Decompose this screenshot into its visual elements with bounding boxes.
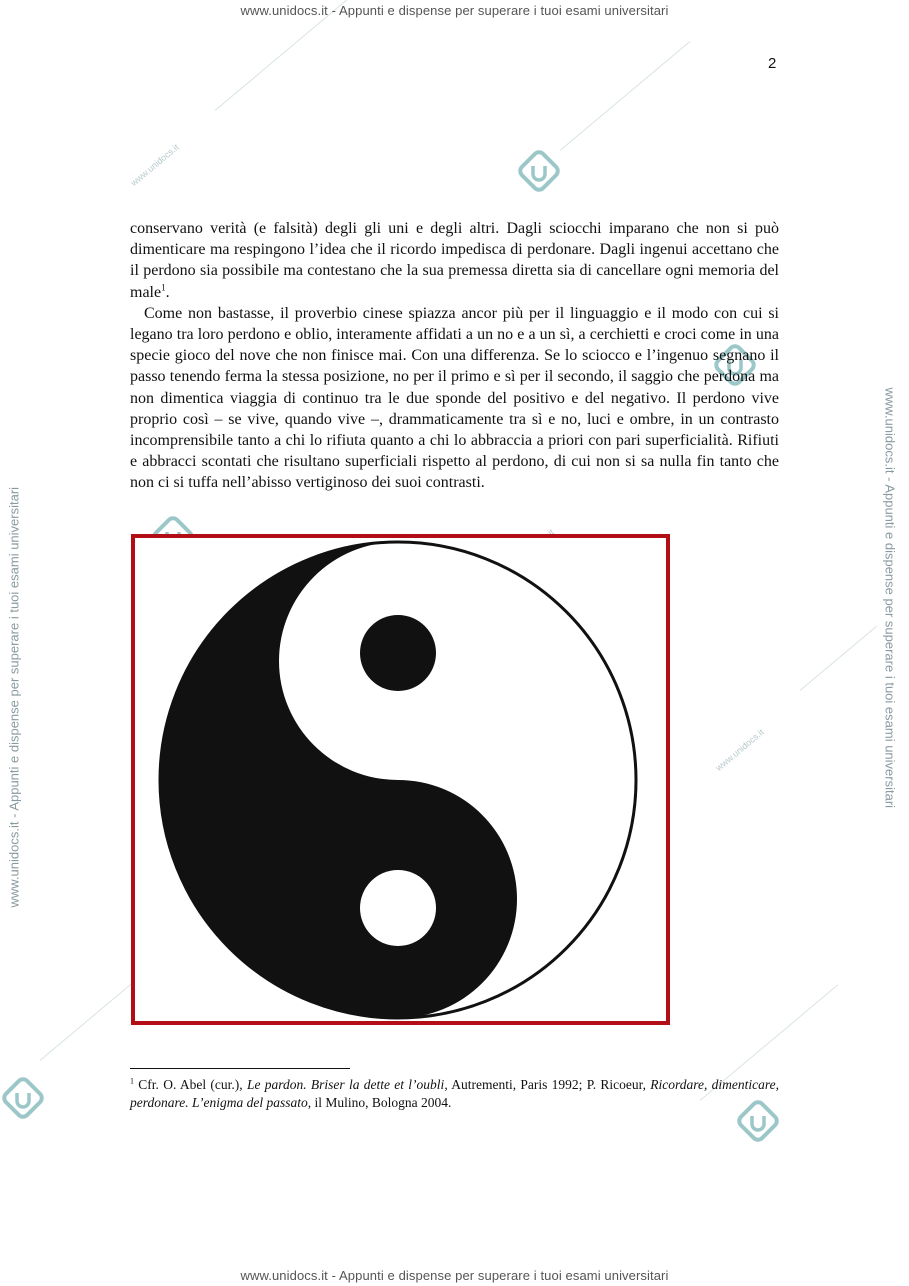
watermark-logo-icon	[0, 1075, 46, 1121]
watermark-banner-top: www.unidocs.it - Appunti e dispense per superare i tuoi esami universitari	[240, 3, 669, 18]
footnote-title: Le pardon. Briser la dette et l’oubli	[246, 1077, 445, 1092]
footnote-text: , il Mulino, Bologna 2004.	[307, 1095, 452, 1110]
footnote-number: 1	[130, 1076, 134, 1086]
watermark-banner-bottom: www.unidocs.it - Appunti e dispense per superare i tuoi esami universitari	[240, 1268, 669, 1283]
page-number: 2	[768, 55, 777, 72]
watermark-ghost-text: www.unidocs.it	[713, 727, 766, 773]
footnote-reference: 1	[161, 282, 166, 293]
paragraph-text: conservano verità (e falsità) degli gli uni e degli altri. Dagli sciocchi imparano che non si può dimenticare ma respingono l’idea che il ricordo impedisca di perdonare. Dagli ingenui accettano che il perdono sia possibile ma contestano che la sua premessa diretta sia di cancellare ogni memoria del male	[130, 220, 779, 301]
footnote-text: Cfr. O. Abel (cur.),	[138, 1077, 247, 1092]
watermark-banner-left: www.unidocs.it - Appunti e dispense per superare i tuoi esami universitari	[6, 486, 22, 908]
watermark-ghost-text: www.unidocs.it	[128, 142, 181, 188]
watermark-line	[800, 626, 877, 691]
paragraph-continuation: conservano verità (e falsità) degli gli uni e degli altri. Dagli sciocchi imparano che non si può dimenticare ma respingono l’idea che il ricordo impedisca di perdonare. Dagli ingenui accettano che il perdono sia possibile ma contestano che la sua premessa diretta sia di cancellare ogni memoria del male$^1$.	[130, 220, 779, 301]
footnote-divider	[130, 1068, 350, 1069]
footnote-text: , Autrementi, Paris 1992; P. Ricoeur,	[444, 1077, 651, 1092]
watermark-line	[560, 41, 691, 151]
watermark-logo-icon	[516, 148, 562, 194]
figure-frame	[131, 534, 670, 1025]
footnote	[130, 1076, 779, 1112]
footnote-title: Ricordare, dimenticare, perdonare. L’enigma del passato	[130, 1077, 780, 1110]
yin-yang-icon	[135, 538, 666, 1021]
body-text	[130, 218, 779, 494]
watermark-banner-right: www.unidocs.it - Appunti e dispense per superare i tuoi esami universitari	[882, 387, 898, 809]
paragraph: Come non bastasse, il proverbio cinese spiazza ancor più per il linguaggio e il modo con cui si legano tra loro perdono e oblio, interamente affidati a un no e a un sì, a cerchietti e croci come in una specie gioco del nove che non finisce mai. Con una differenza. Se lo sciocco e l’ingenuo segnano il passo tenendo ferma la stessa posizione, no per il primo e sì per il secondo, il saggio che perdona ma non dimentica viaggia di continuo tra le due sponde del positivo e del negativo. Il perdono vive proprio così – se vive, quando vive –, drammaticamente tra sì e no, luci e ombre, in un contrasto incomprensibile tanto a chi lo rifiuta quanto a chi lo abbraccia a priori con pari superficialità. Rifiuti e abbracci scontati che risultano superficiali rispetto al perdono, di cui non si sa nulla fin tanto che non ci si tuffa nell’abisso vertiginoso dei suoi contrasti.	[130, 304, 779, 492]
